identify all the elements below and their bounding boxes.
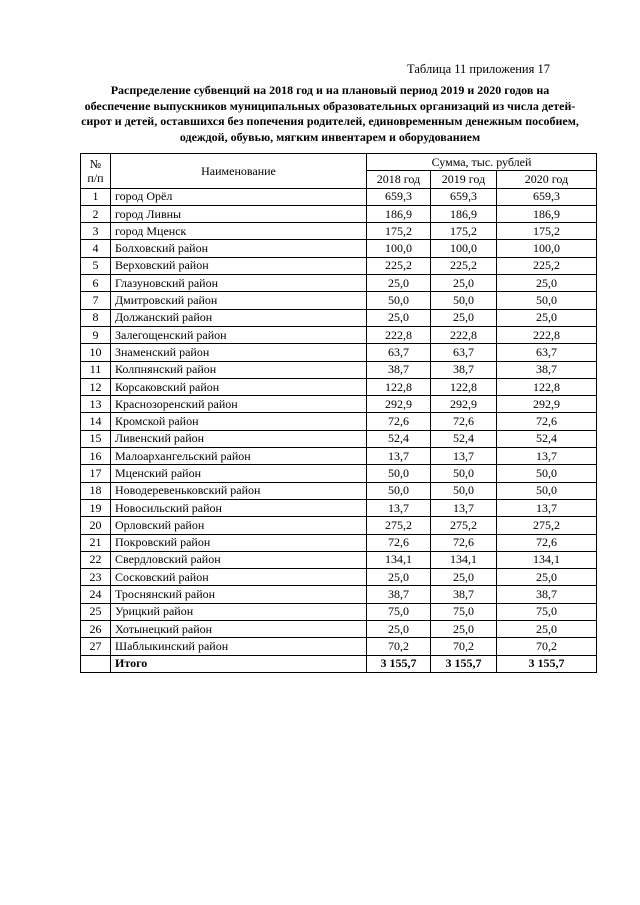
row-number: 5 bbox=[81, 257, 111, 274]
document-title: Распределение субвенций на 2018 год и на плановый период 2019 и 2020 годов на обеспечение выпускников муниципальных образовательных организаций из числа детей-сирот и детей, оставшихся без попечения родителей, единовременным денежным пособием, одеждой, обувью, мягким инвентарем и оборудованием bbox=[81, 83, 579, 144]
table-row bbox=[81, 603, 597, 620]
table-row bbox=[81, 275, 597, 292]
table-row bbox=[81, 499, 597, 516]
table-row bbox=[81, 326, 597, 343]
row-value-2018: 72,6 bbox=[367, 534, 431, 551]
row-name: Ливенский район bbox=[111, 430, 367, 447]
row-number: 17 bbox=[81, 465, 111, 482]
table-reference: Таблица 11 приложения 17 bbox=[407, 62, 550, 76]
table-row bbox=[81, 205, 597, 222]
row-value-2020: 275,2 bbox=[497, 517, 597, 534]
table-row bbox=[81, 551, 597, 568]
row-name: Шаблыкинский район bbox=[111, 638, 367, 655]
row-value-2018: 38,7 bbox=[367, 361, 431, 378]
row-value-2018: 50,0 bbox=[367, 482, 431, 499]
row-value-2020: 25,0 bbox=[497, 569, 597, 586]
row-value-2019: 100,0 bbox=[431, 240, 497, 257]
row-value-2020: 72,6 bbox=[497, 413, 597, 430]
row-value-2018: 75,0 bbox=[367, 603, 431, 620]
row-value-2019: 70,2 bbox=[431, 638, 497, 655]
row-value-2020: 75,0 bbox=[497, 603, 597, 620]
row-value-2018: 72,6 bbox=[367, 413, 431, 430]
row-name: Должанский район bbox=[111, 309, 367, 326]
row-value-2019: 186,9 bbox=[431, 205, 497, 222]
row-value-2020: 659,3 bbox=[497, 188, 597, 205]
row-number: 7 bbox=[81, 292, 111, 309]
total-row bbox=[81, 655, 597, 672]
row-value-2020: 63,7 bbox=[497, 344, 597, 361]
row-name: Свердловский район bbox=[111, 551, 367, 568]
row-number: 8 bbox=[81, 309, 111, 326]
row-value-2019: 25,0 bbox=[431, 309, 497, 326]
row-number: 3 bbox=[81, 223, 111, 240]
row-value-2020: 50,0 bbox=[497, 292, 597, 309]
row-value-2020: 222,8 bbox=[497, 326, 597, 343]
header-year-2018: 2018 год bbox=[367, 171, 431, 188]
row-value-2018: 100,0 bbox=[367, 240, 431, 257]
table-row bbox=[81, 344, 597, 361]
row-value-2019: 38,7 bbox=[431, 361, 497, 378]
table-row bbox=[81, 430, 597, 447]
row-name: Новосильский район bbox=[111, 499, 367, 516]
table-row bbox=[81, 413, 597, 430]
row-value-2018: 25,0 bbox=[367, 621, 431, 638]
row-value-2019: 72,6 bbox=[431, 534, 497, 551]
row-name: Залегощенский район bbox=[111, 326, 367, 343]
row-number: 13 bbox=[81, 396, 111, 413]
row-number: 9 bbox=[81, 326, 111, 343]
table-row bbox=[81, 240, 597, 257]
row-value-2020: 52,4 bbox=[497, 430, 597, 447]
row-name: Дмитровский район bbox=[111, 292, 367, 309]
table-row bbox=[81, 378, 597, 395]
row-name: Урицкий район bbox=[111, 603, 367, 620]
table-row bbox=[81, 292, 597, 309]
row-name: Верховский район bbox=[111, 257, 367, 274]
row-number: 6 bbox=[81, 275, 111, 292]
table-row bbox=[81, 586, 597, 603]
row-number: 23 bbox=[81, 569, 111, 586]
row-value-2018: 225,2 bbox=[367, 257, 431, 274]
row-value-2018: 122,8 bbox=[367, 378, 431, 395]
row-number: 16 bbox=[81, 448, 111, 465]
row-value-2018: 63,7 bbox=[367, 344, 431, 361]
table-row bbox=[81, 396, 597, 413]
row-value-2018: 50,0 bbox=[367, 292, 431, 309]
header-name: Наименование bbox=[111, 154, 367, 189]
table-row bbox=[81, 534, 597, 551]
row-number: 18 bbox=[81, 482, 111, 499]
row-value-2018: 292,9 bbox=[367, 396, 431, 413]
row-value-2019: 275,2 bbox=[431, 517, 497, 534]
row-number: 1 bbox=[81, 188, 111, 205]
row-number: 19 bbox=[81, 499, 111, 516]
row-value-2019: 25,0 bbox=[431, 275, 497, 292]
header-year-2020: 2020 год bbox=[497, 171, 597, 188]
header-sum: Сумма, тыс. рублей bbox=[367, 154, 597, 171]
row-number: 22 bbox=[81, 551, 111, 568]
row-value-2020: 122,8 bbox=[497, 378, 597, 395]
row-value-2020: 13,7 bbox=[497, 499, 597, 516]
row-value-2018: 25,0 bbox=[367, 569, 431, 586]
row-value-2018: 275,2 bbox=[367, 517, 431, 534]
row-name: Корсаковский район bbox=[111, 378, 367, 395]
row-number: 15 bbox=[81, 430, 111, 447]
row-value-2019: 122,8 bbox=[431, 378, 497, 395]
row-name: Мценский район bbox=[111, 465, 367, 482]
row-value-2020: 25,0 bbox=[497, 275, 597, 292]
row-value-2019: 13,7 bbox=[431, 448, 497, 465]
row-name: Малоархангельский район bbox=[111, 448, 367, 465]
row-value-2020: 70,2 bbox=[497, 638, 597, 655]
row-number: 14 bbox=[81, 413, 111, 430]
row-value-2020: 25,0 bbox=[497, 621, 597, 638]
row-value-2020: 38,7 bbox=[497, 586, 597, 603]
row-value-2018: 659,3 bbox=[367, 188, 431, 205]
table-row bbox=[81, 621, 597, 638]
row-value-2018: 13,7 bbox=[367, 499, 431, 516]
table-row bbox=[81, 361, 597, 378]
row-value-2020: 134,1 bbox=[497, 551, 597, 568]
row-value-2018: 222,8 bbox=[367, 326, 431, 343]
row-value-2018: 50,0 bbox=[367, 465, 431, 482]
row-name: Болховский район bbox=[111, 240, 367, 257]
total-2020: 3 155,7 bbox=[497, 655, 597, 672]
row-name: Глазуновский район bbox=[111, 275, 367, 292]
row-value-2018: 38,7 bbox=[367, 586, 431, 603]
row-value-2019: 225,2 bbox=[431, 257, 497, 274]
row-value-2018: 186,9 bbox=[367, 205, 431, 222]
row-name: Троснянский район bbox=[111, 586, 367, 603]
row-value-2019: 38,7 bbox=[431, 586, 497, 603]
row-value-2018: 175,2 bbox=[367, 223, 431, 240]
row-name: Покровский район bbox=[111, 534, 367, 551]
row-number: 24 bbox=[81, 586, 111, 603]
row-value-2018: 25,0 bbox=[367, 309, 431, 326]
row-value-2020: 292,9 bbox=[497, 396, 597, 413]
table-row bbox=[81, 482, 597, 499]
table-row bbox=[81, 517, 597, 534]
total-label: Итого bbox=[111, 655, 367, 672]
table-row bbox=[81, 638, 597, 655]
row-number: 2 bbox=[81, 205, 111, 222]
row-value-2019: 659,3 bbox=[431, 188, 497, 205]
row-name: Хотынецкий район bbox=[111, 621, 367, 638]
row-value-2018: 134,1 bbox=[367, 551, 431, 568]
total-number-cell bbox=[81, 655, 111, 672]
row-value-2019: 25,0 bbox=[431, 621, 497, 638]
row-value-2019: 13,7 bbox=[431, 499, 497, 516]
table-row bbox=[81, 257, 597, 274]
row-value-2020: 225,2 bbox=[497, 257, 597, 274]
table-row bbox=[81, 309, 597, 326]
row-value-2019: 72,6 bbox=[431, 413, 497, 430]
row-value-2020: 25,0 bbox=[497, 309, 597, 326]
subvention-table bbox=[80, 153, 597, 673]
header-year-2019: 2019 год bbox=[431, 171, 497, 188]
row-value-2020: 38,7 bbox=[497, 361, 597, 378]
row-value-2018: 52,4 bbox=[367, 430, 431, 447]
row-number: 12 bbox=[81, 378, 111, 395]
header-number: № п/п bbox=[81, 154, 111, 189]
row-value-2020: 186,9 bbox=[497, 205, 597, 222]
row-name: Орловский район bbox=[111, 517, 367, 534]
row-value-2019: 222,8 bbox=[431, 326, 497, 343]
row-name: Сосковский район bbox=[111, 569, 367, 586]
row-value-2018: 25,0 bbox=[367, 275, 431, 292]
row-number: 26 bbox=[81, 621, 111, 638]
table-row bbox=[81, 188, 597, 205]
row-value-2019: 50,0 bbox=[431, 465, 497, 482]
total-2018: 3 155,7 bbox=[367, 655, 431, 672]
table-row bbox=[81, 448, 597, 465]
row-name: Краснозоренский район bbox=[111, 396, 367, 413]
row-value-2018: 70,2 bbox=[367, 638, 431, 655]
row-value-2019: 50,0 bbox=[431, 292, 497, 309]
row-number: 27 bbox=[81, 638, 111, 655]
row-name: Колпнянский район bbox=[111, 361, 367, 378]
row-name: Кромской район bbox=[111, 413, 367, 430]
row-value-2019: 134,1 bbox=[431, 551, 497, 568]
row-value-2018: 13,7 bbox=[367, 448, 431, 465]
table-row bbox=[81, 223, 597, 240]
row-number: 10 bbox=[81, 344, 111, 361]
row-value-2019: 63,7 bbox=[431, 344, 497, 361]
table-body bbox=[81, 188, 597, 655]
row-value-2019: 175,2 bbox=[431, 223, 497, 240]
row-value-2020: 72,6 bbox=[497, 534, 597, 551]
row-name: Новодеревеньковский район bbox=[111, 482, 367, 499]
total-2019: 3 155,7 bbox=[431, 655, 497, 672]
row-value-2020: 175,2 bbox=[497, 223, 597, 240]
row-number: 21 bbox=[81, 534, 111, 551]
row-value-2020: 100,0 bbox=[497, 240, 597, 257]
row-number: 20 bbox=[81, 517, 111, 534]
row-name: город Орёл bbox=[111, 188, 367, 205]
row-number: 4 bbox=[81, 240, 111, 257]
row-value-2020: 13,7 bbox=[497, 448, 597, 465]
row-value-2019: 75,0 bbox=[431, 603, 497, 620]
row-value-2020: 50,0 bbox=[497, 482, 597, 499]
row-value-2019: 50,0 bbox=[431, 482, 497, 499]
row-value-2019: 25,0 bbox=[431, 569, 497, 586]
row-value-2020: 50,0 bbox=[497, 465, 597, 482]
row-name: город Ливны bbox=[111, 205, 367, 222]
row-name: Знаменский район bbox=[111, 344, 367, 361]
row-name: город Мценск bbox=[111, 223, 367, 240]
row-number: 25 bbox=[81, 603, 111, 620]
row-number: 11 bbox=[81, 361, 111, 378]
table-row bbox=[81, 569, 597, 586]
table-row bbox=[81, 465, 597, 482]
row-value-2019: 292,9 bbox=[431, 396, 497, 413]
row-value-2019: 52,4 bbox=[431, 430, 497, 447]
